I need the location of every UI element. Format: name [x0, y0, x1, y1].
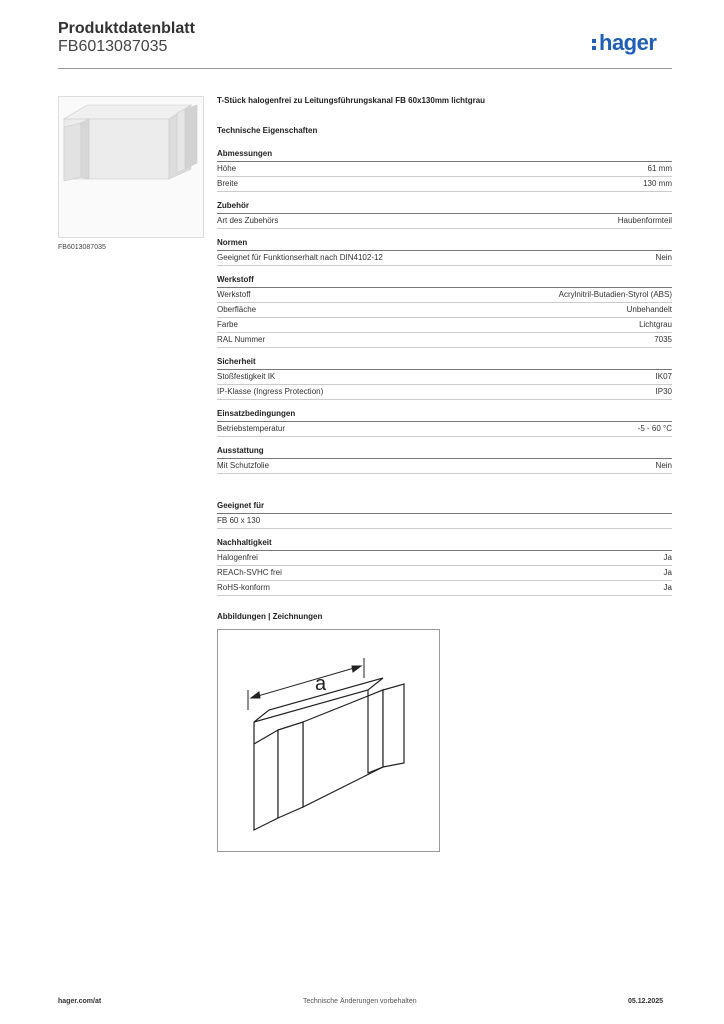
logo-dots-icon — [592, 37, 597, 51]
spec-value: 61 mm — [647, 164, 672, 173]
spec-label: RAL Nummer — [217, 335, 266, 344]
suitable-section — [217, 501, 672, 529]
spec-label: Stoßfestigkeit IK — [217, 372, 276, 381]
spec-row — [217, 251, 672, 266]
section-heading: Normen — [217, 238, 672, 251]
spec-section — [217, 538, 672, 596]
logo-text: hager — [599, 30, 657, 55]
header-divider — [58, 68, 672, 69]
spec-value: Nein — [655, 461, 672, 470]
spec-section — [217, 409, 672, 437]
spec-value: Unbehandelt — [626, 305, 672, 314]
footer-note: Technische Änderungen vorbehalten — [303, 998, 417, 1005]
spec-sections — [217, 149, 672, 474]
spec-value: 130 mm — [643, 179, 672, 188]
spec-label: Farbe — [217, 320, 238, 329]
spec-section — [217, 501, 672, 529]
spec-row — [217, 370, 672, 385]
spec-value: Ja — [663, 583, 672, 592]
spec-label: Art des Zubehörs — [217, 216, 279, 225]
spec-label: Oberfläche — [217, 305, 257, 314]
sustainability-section — [217, 538, 672, 596]
spec-content — [217, 96, 672, 852]
spec-section — [217, 149, 672, 192]
spec-value: 7035 — [654, 335, 672, 344]
spec-value: -5 - 60 °C — [637, 424, 672, 433]
spec-value: Nein — [655, 253, 672, 262]
spec-label: Höhe — [217, 164, 237, 173]
spec-row — [217, 514, 672, 529]
spec-section — [217, 357, 672, 400]
spec-label: Breite — [217, 179, 238, 188]
section-heading: Werkstoff — [217, 275, 672, 288]
footer-date: 05.12.2025 — [628, 998, 664, 1005]
drawings-title: Abbildungen | Zeichnungen — [217, 612, 323, 621]
product-code: FB6013087035 — [58, 38, 168, 55]
spec-row — [217, 422, 672, 437]
section-heading: Einsatzbedingungen — [217, 409, 672, 422]
spec-row — [217, 385, 672, 400]
spec-value: Ja — [663, 553, 672, 562]
section-heading: Geeignet für — [217, 501, 672, 514]
dimension-label: a — [315, 673, 327, 695]
spec-row — [217, 318, 672, 333]
hager-logo — [592, 30, 656, 56]
section-heading: Nachhaltigkeit — [217, 538, 672, 551]
product-photo — [58, 96, 204, 238]
section-heading: Sicherheit — [217, 357, 672, 370]
spec-value: Lichtgrau — [639, 320, 672, 329]
spec-label: Halogenfrei — [217, 553, 258, 562]
technical-drawing — [217, 629, 440, 852]
spec-label: IP-Klasse (Ingress Protection) — [217, 387, 324, 396]
product-title: T-Stück halogenfrei zu Leitungsführungskanal FB 60x130mm lichtgrau — [217, 96, 486, 105]
spec-row — [217, 162, 672, 177]
spec-section — [217, 238, 672, 266]
section-heading: Zubehör — [217, 201, 672, 214]
spec-row — [217, 333, 672, 348]
spec-label: Geeignet für Funktionserhalt nach DIN4102-12 — [217, 253, 383, 262]
spec-value: IK07 — [655, 372, 672, 381]
section-heading: Ausstattung — [217, 446, 672, 459]
spec-value: Ja — [663, 568, 672, 577]
spec-row — [217, 288, 672, 303]
spec-section — [217, 201, 672, 229]
spec-value: Acrylnitril-Butadien-Styrol (ABS) — [558, 290, 672, 299]
spec-row — [217, 551, 672, 566]
spec-value: Haubenformteil — [617, 216, 672, 225]
spec-row — [217, 177, 672, 192]
spec-row — [217, 581, 672, 596]
spec-row — [217, 459, 672, 474]
footer-website: hager.com/at — [58, 998, 102, 1005]
page-title: Produktdatenblatt — [58, 20, 195, 37]
spec-row — [217, 303, 672, 318]
spec-label: Werkstoff — [217, 290, 251, 299]
section-heading: Abmessungen — [217, 149, 672, 162]
spec-label: REACh-SVHC frei — [217, 568, 282, 577]
spec-value: IP30 — [655, 387, 672, 396]
spec-row — [217, 566, 672, 581]
spec-label: RoHS-konform — [217, 583, 270, 592]
spec-label: Betriebstemperatur — [217, 424, 286, 433]
tech-properties-title: Technische Eigenschaften — [217, 126, 318, 135]
photo-caption: FB6013087035 — [58, 244, 106, 251]
spec-label: Mit Schutzfolie — [217, 461, 270, 470]
spec-label: FB 60 x 130 — [217, 516, 261, 525]
spacer — [217, 483, 672, 501]
spec-section — [217, 446, 672, 474]
spec-row — [217, 214, 672, 229]
spec-section — [217, 275, 672, 348]
